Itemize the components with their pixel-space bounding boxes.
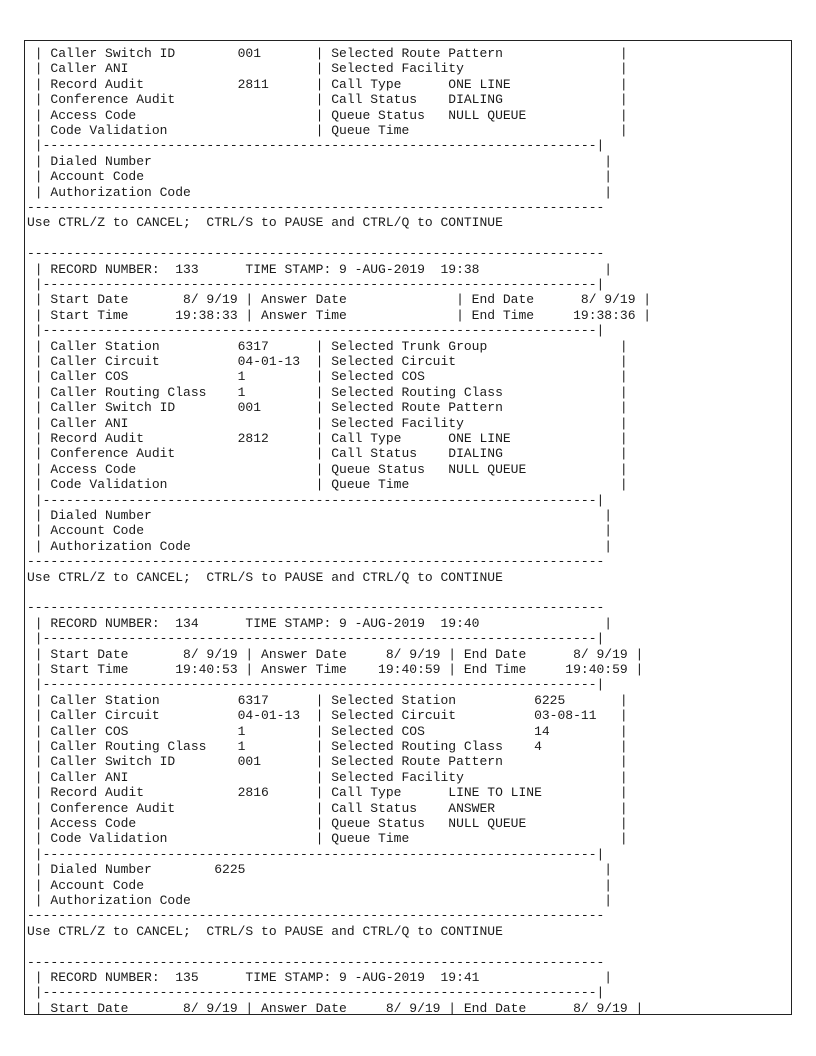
listing-line: | Caller Routing Class 1 | Selected Routing Class |	[27, 384, 628, 400]
listing-line: | Account Code |	[27, 169, 613, 185]
listing-line: --------------------------------------------------------------------------	[27, 954, 605, 970]
listing-line: | Caller COS 1 | Selected COS 14 |	[27, 723, 628, 739]
listing-line: |-----------------------------------------------------------------------|	[27, 323, 605, 339]
listing-line: | Code Validation | Queue Time |	[27, 831, 628, 847]
listing-line: |-----------------------------------------------------------------------|	[27, 846, 605, 862]
listing-line: | Dialed Number |	[27, 153, 613, 169]
listing-line: |-----------------------------------------------------------------------|	[27, 985, 605, 1001]
listing-line: Use CTRL/Z to CANCEL; CTRL/S to PAUSE and CTRL/Q to CONTINUE	[27, 215, 503, 231]
listing-line: | Caller ANI | Selected Facility |	[27, 415, 628, 431]
listing-line: |-----------------------------------------------------------------------|	[27, 138, 605, 154]
listing-line: | Dialed Number 6225 |	[27, 862, 613, 878]
listing-line: | Conference Audit | Call Status ANSWER |	[27, 800, 628, 816]
listing-line: | RECORD NUMBER: 133 TIME STAMP: 9 -AUG-2019 19:38 |	[27, 261, 613, 277]
listing-line: | Authorization Code |	[27, 538, 613, 554]
listing-line: --------------------------------------------------------------------------	[27, 600, 605, 616]
listing-line: |-----------------------------------------------------------------------|	[27, 277, 605, 292]
listing-line: | Caller Switch ID 001 | Selected Route Pattern |	[27, 46, 628, 61]
listing-line: | Caller ANI | Selected Facility |	[27, 769, 628, 785]
listing-line: --------------------------------------------------------------------------	[27, 246, 605, 262]
listing-line: | Caller Station 6317 | Selected Trunk Group |	[27, 338, 628, 354]
listing-line: --------------------------------------------------------------------------	[27, 554, 605, 570]
listing-line: | RECORD NUMBER: 134 TIME STAMP: 9 -AUG-2019 19:40 |	[27, 615, 613, 631]
listing-line: | Authorization Code |	[27, 184, 613, 200]
listing-line: Use CTRL/Z to CANCEL; CTRL/S to PAUSE and CTRL/Q to CONTINUE	[27, 569, 503, 585]
listing-line: | Account Code |	[27, 523, 613, 539]
listing-line: | Caller Circuit 04-01-13 | Selected Circuit 03-08-11 |	[27, 708, 628, 724]
listing-line: | Access Code | Queue Status NULL QUEUE |	[27, 107, 628, 123]
listing-line: | Code Validation | Queue Time |	[27, 477, 628, 493]
listing-line: | Start Date 8/ 9/19 | Answer Date 8/ 9/19 | End Date 8/ 9/19 |	[27, 1000, 644, 1016]
listing-line: | Caller Circuit 04-01-13 | Selected Circuit |	[27, 354, 628, 369]
listing-line: | Account Code |	[27, 877, 613, 893]
listing-line: | Caller Routing Class 1 | Selected Routing Class 4 |	[27, 739, 628, 754]
listing-line: | Caller Switch ID 001 | Selected Route Pattern |	[27, 400, 628, 416]
listing-line: | Start Date 8/ 9/19 | Answer Date | End Date 8/ 9/19 |	[27, 292, 652, 308]
listing-line: | Record Audit 2811 | Call Type ONE LINE |	[27, 76, 628, 92]
listing-line: |-----------------------------------------------------------------------|	[27, 677, 605, 693]
listing-line: | Code Validation | Queue Time |	[27, 123, 628, 138]
listing-line: | Start Date 8/ 9/19 | Answer Date 8/ 9/19 | End Date 8/ 9/19 |	[27, 646, 644, 662]
listing-line: | Authorization Code |	[27, 893, 613, 908]
listing-line: | Conference Audit | Call Status DIALING |	[27, 446, 628, 462]
listing-line: | Access Code | Queue Status NULL QUEUE |	[27, 461, 628, 477]
listing-line: | Caller Station 6317 | Selected Station 6225 |	[27, 692, 628, 708]
listing-line: | Caller Switch ID 001 | Selected Route Pattern |	[27, 754, 628, 770]
listing-line: |-----------------------------------------------------------------------|	[27, 631, 605, 647]
listing-line: --------------------------------------------------------------------------	[27, 908, 605, 924]
listing-line: | Start Time 19:38:33 | Answer Time | End Time 19:38:36 |	[27, 307, 652, 323]
listing-line: | Access Code | Queue Status NULL QUEUE |	[27, 816, 628, 831]
listing-line: --------------------------------------------------------------------------	[27, 200, 605, 215]
listing-line: | RECORD NUMBER: 135 TIME STAMP: 9 -AUG-2019 19:41 |	[27, 970, 613, 985]
listing-line: | Conference Audit | Call Status DIALING |	[27, 92, 628, 108]
listing-line: | Caller COS 1 | Selected COS |	[27, 369, 628, 385]
listing-line: | Start Time 19:40:53 | Answer Time 19:40:59 | End Time 19:40:59 |	[27, 662, 644, 677]
listing-line: Use CTRL/Z to CANCEL; CTRL/S to PAUSE and CTRL/Q to CONTINUE	[27, 923, 503, 939]
listing-line: |-----------------------------------------------------------------------|	[27, 492, 605, 508]
listing-line: | Dialed Number |	[27, 508, 613, 523]
listing-line: | Record Audit 2816 | Call Type LINE TO LINE |	[27, 785, 628, 801]
listing-line: | Caller ANI | Selected Facility |	[27, 61, 628, 77]
listing-line: | Record Audit 2812 | Call Type ONE LINE |	[27, 431, 628, 446]
